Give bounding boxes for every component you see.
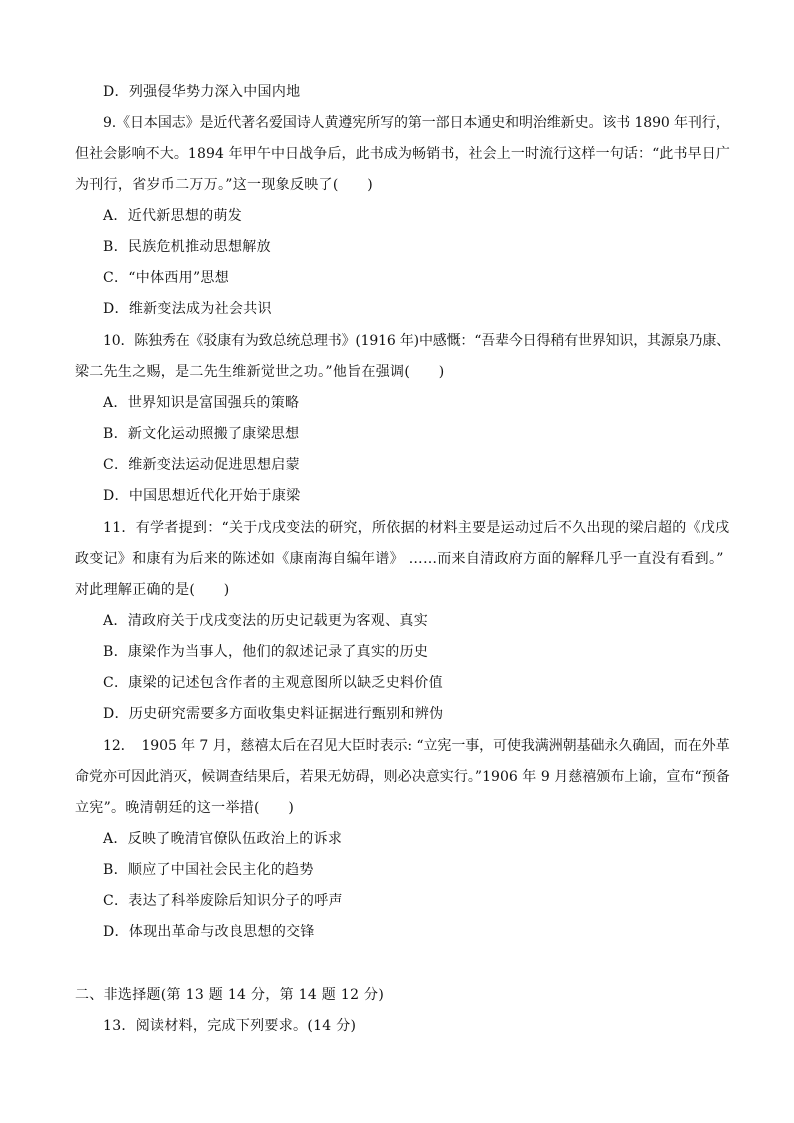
q9-stem-line-1: 9.《日本国志》是近代著名爱国诗人黄遵宪所写的第一部日本通史和明治维新史。该书 1890 年刊行，: [103, 115, 730, 131]
q12-option-b: B．顺应了中国社会民主化的趋势: [103, 862, 314, 878]
q10-option-b: B．新文化运动照搬了康梁思想: [103, 426, 300, 442]
q12-stem-line-3: 立宪”。晚清朝廷的这一举措( ): [75, 800, 295, 816]
q11-stem-line-1: 11．有学者提到：“关于戊戌变法的研究，所依据的材料主要是运动过后不久出现的梁启超的《戊戌: [103, 520, 730, 536]
q10-stem-line-2: 梁二先生之赐，是二先生维新觉世之功。”他旨在强调( ): [75, 364, 445, 380]
section-heading: 二、非选择题(第 13 题 14 分，第 14 题 12 分): [75, 987, 385, 1003]
q11-stem-line-2: 政变记》和康有为后来的陈述如《康南海自编年谱》 ……而来自清政府方面的解释几乎一直没有看到。”: [75, 551, 724, 567]
q13-stem: 13．阅读材料，完成下列要求。(14 分): [103, 1018, 357, 1034]
q12-stem-line-2: 命党亦可因此消灭，候调查结果后，若果无妨碍，则必决意实行。”1906 年 9 月慈禧颁布上谕，宣布“预备: [75, 769, 730, 785]
q9-option-c: C．“中体西用”思想: [103, 270, 230, 286]
q9-stem-line-2: 但社会影响不大。1894 年甲午中日战争后，此书成为畅销书，社会上一时流行这样一句话：“此书早日广: [75, 146, 730, 162]
q10-stem-line-1: 10．陈独秀在《驳康有为致总统总理书》(1916 年)中感慨：“吾辈今日得稍有世界知识，其源泉乃康、: [103, 333, 730, 349]
q9-option-b: B．民族危机推动思想解放: [103, 239, 271, 255]
q9-option-a: A．近代新思想的萌发: [103, 208, 243, 224]
q9-option-d: D．维新变法成为社会共识: [103, 301, 272, 317]
q9-stem-line-3: 为刊行，省岁币二万万。”这一现象反映了( ): [75, 177, 373, 193]
q12-option-c: C．表达了科举废除后知识分子的呼声: [103, 893, 343, 909]
q10-option-c: C．维新变法运动促进思想启蒙: [103, 457, 300, 473]
q12-stem-line-1: 12． 1905 年 7 月，慈禧太后在召见大臣时表示: “立宪一事，可使我满洲朝基础永久确固，而在外革: [103, 738, 730, 754]
q11-stem-line-3: 对此理解正确的是( ): [75, 582, 230, 598]
q11-option-c: C．康梁的记述包含作者的主观意图所以缺乏史料价值: [103, 675, 443, 691]
q11-option-b: B．康梁作为当事人，他们的叙述记录了真实的历史: [103, 644, 429, 660]
q8-option-d: D．列强侵华势力深入中国内地: [103, 84, 301, 100]
q11-option-d: D．历史研究需要多方面收集史料证据进行甄别和辨伪: [103, 706, 444, 722]
q10-option-a: A．世界知识是富国强兵的策略: [103, 395, 300, 411]
q12-option-d: D．体现出革命与改良思想的交锋: [103, 924, 315, 940]
q10-option-d: D．中国思想近代化开始于康梁: [103, 488, 301, 504]
q12-option-a: A．反映了晚清官僚队伍政治上的诉求: [103, 831, 343, 847]
q11-option-a: A．清政府关于戊戌变法的历史记载更为客观、真实: [103, 613, 429, 629]
